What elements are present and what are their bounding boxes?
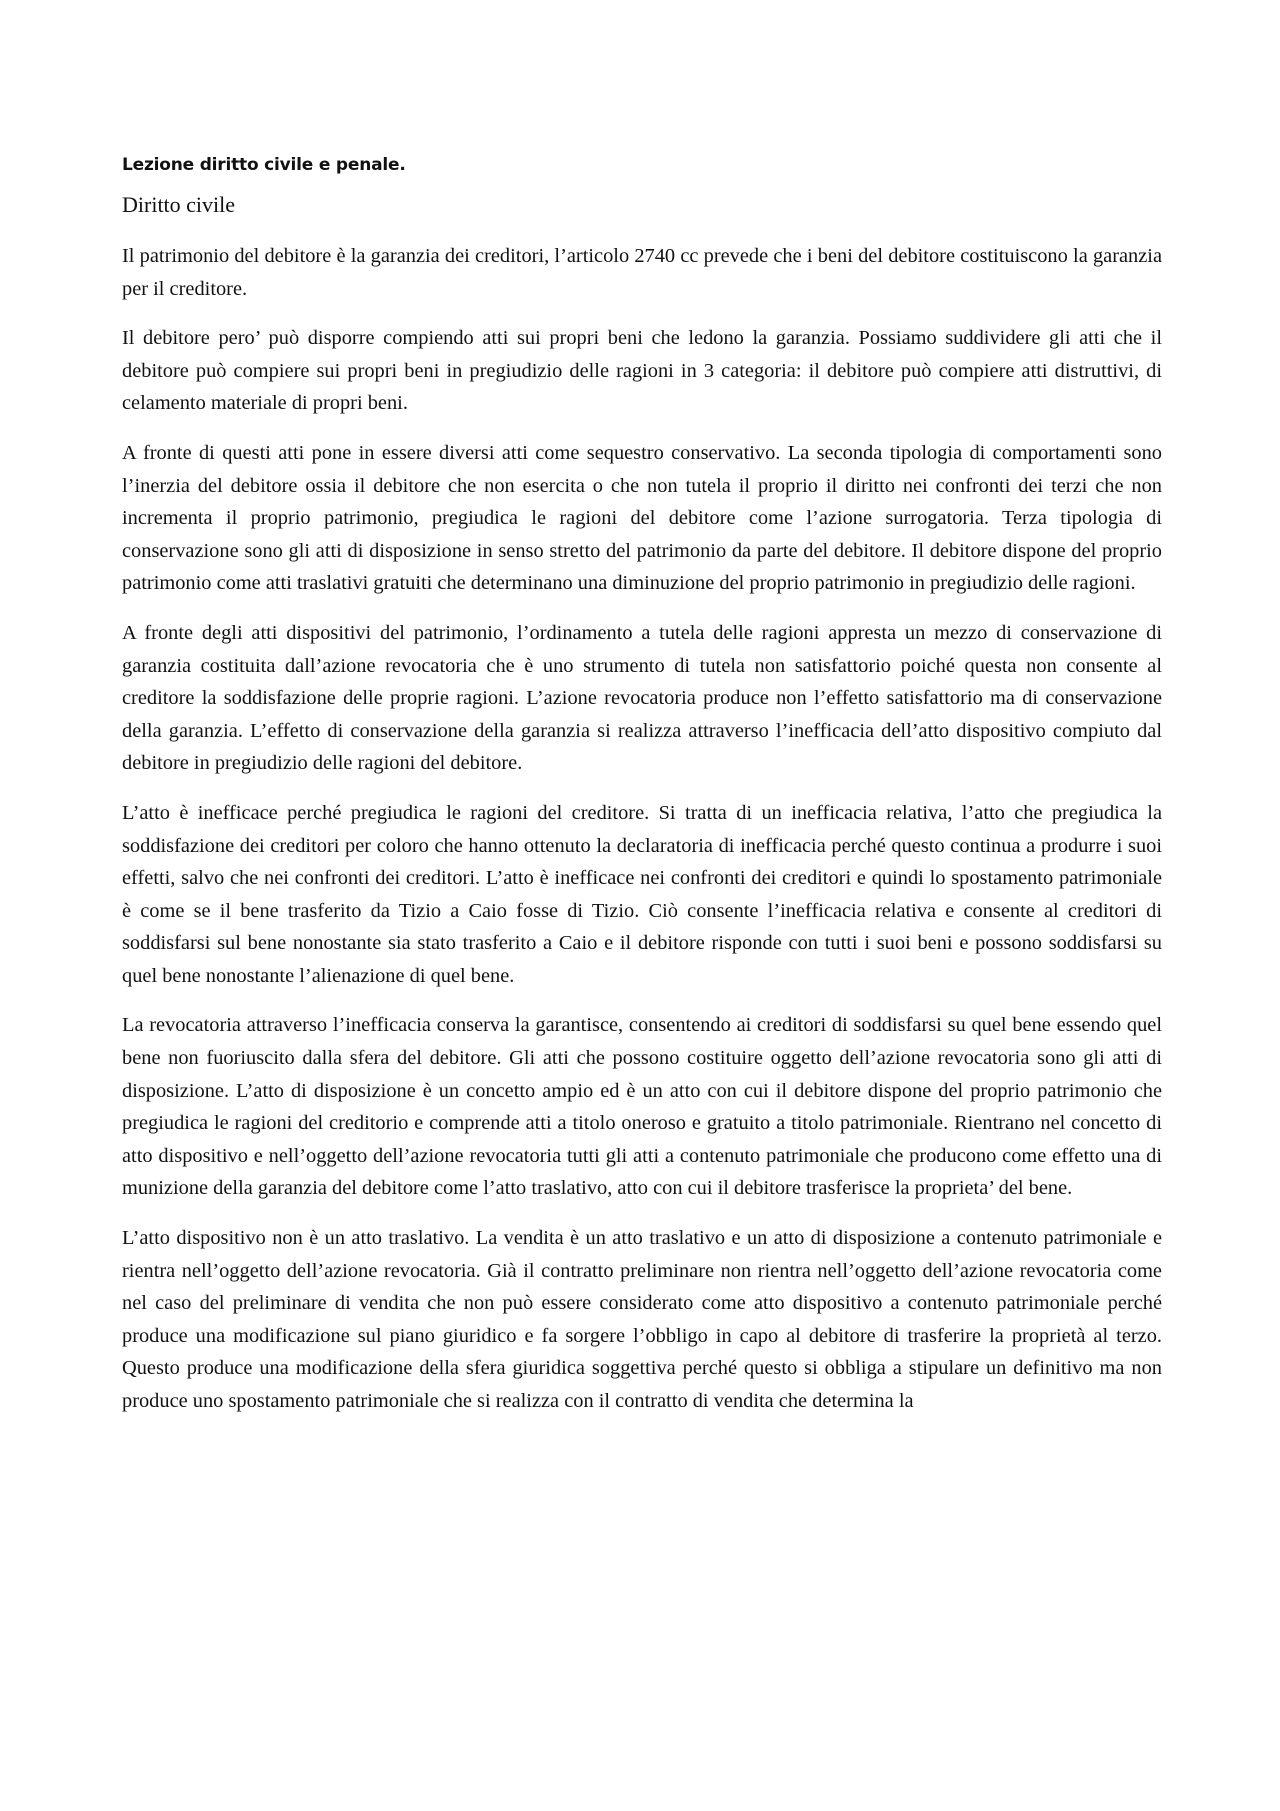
paragraph: Il debitore pero’ può disporre compiendo atti sui propri beni che ledono la garanzia. Possiamo suddividere gli atti che il debitore può compiere sui propri beni in pregiudizio delle ragioni in 3 categoria: il debitore può compiere atti distruttivi, di celamento materiale di propri beni. [122, 327, 1162, 415]
paragraph: A fronte degli atti dispositivi del patrimonio, l’ordinamento a tutela delle ragioni appresta un mezzo di conservazione di garanzia costituita dall’azione revocatoria che è uno strumento di tutela non satisfattorio poiché questa non consente al creditore la soddisfazione delle proprie ragioni. L’azione revocatoria produce non l’effetto satisfattorio ma di conservazione della garanzia. L’effetto di conservazione della garanzia si realizza attraverso l’inefficacia dell’atto dispositivo compiuto dal debitore in pregiudizio delle ragioni del debitore. [122, 621, 1162, 775]
paragraph: A fronte di questi atti pone in essere diversi atti come sequestro conservativo. La seconda tipologia di comportamenti sono l’inerzia del debitore ossia il debitore che non esercita o che non tutela il proprio il diritto nei confronti dei terzi che non incrementa il proprio patrimonio, pregiudica le ragioni del debitore come l’azione surrogatoria. Terza tipologia di conservazione sono gli atti di disposizione in senso stretto del patrimonio da parte del debitore. Il debitore dispone del proprio patrimonio come atti traslativi gratuiti che determinano una diminuzione del proprio patrimonio in pregiudizio delle ragioni. [122, 441, 1162, 595]
paragraph: La revocatoria attraverso l’inefficacia conserva la garantisce, consentendo ai creditori di soddisfarsi su quel bene essendo quel bene non fuoriuscito dalla sfera del debitore. Gli atti che possono costituire oggetto dell’azione revocatoria sono gli atti di disposizione. L’atto di disposizione è un concetto ampio ed è un atto con cui il debitore dispone del proprio patrimonio che pregiudica le ragioni del creditorio e comprende atti a titolo oneroso e gratuito a titolo patrimoniale. Rientrano nel concetto di atto dispositivo e nell’oggetto dell’azione revocatoria tutti gli atti a contenuto patrimoniale che producono come effetto una di munizione della garanzia del debitore come l’atto traslativo, atto con cui il debitore trasferisce la proprieta’ del bene. [122, 1014, 1162, 1200]
document-title: Lezione diritto civile e penale. [122, 155, 406, 175]
paragraph: Il patrimonio del debitore è la garanzia dei creditori, l’articolo 2740 cc prevede che i beni del debitore costituiscono la garanzia per il creditore. [122, 245, 1162, 300]
document-page [122, 152, 1162, 1435]
section-heading: Diritto civile [122, 192, 236, 217]
paragraph: L’atto dispositivo non è un atto traslativo. La vendita è un atto traslativo e un atto di disposizione a contenuto patrimoniale e rientra nell’oggetto dell’azione revocatoria. Già il contratto preliminare non rientra nell’oggetto dell’azione revocatoria come nel caso del preliminare di vendita che non può essere considerato come atto dispositivo a contenuto patrimoniale perché produce una modificazione sul piano giuridico e fa sorgere l’obbligo in capo al debitore di trasferire la proprietà al terzo. Questo produce una modificazione della sfera giuridica soggettiva perché questo si obbliga a stipulare un definitivo ma non produce uno spostamento patrimoniale che si realizza con il contratto di vendita che determina la [122, 1227, 1162, 1412]
paragraph: L’atto è inefficace perché pregiudica le ragioni del creditore. Si tratta di un inefficacia relativa, l’atto che pregiudica la soddisfazione dei creditori per coloro che hanno ottenuto la declaratoria di inefficacia perché questo continua a produrre i suoi effetti, salvo che nei confronti dei creditori. L’atto è inefficace nei confronti dei creditori e quindi lo spostamento patrimoniale è come se il bene trasferito da Tizio a Caio fosse di Tizio. Ciò consente l’inefficacia relativa e consente al creditori di soddisfarsi sul bene nonostante sia stato trasferito a Caio e il debitore risponde con tutti i suoi beni e possono soddisfarsi su quel bene nonostante l’alienazione di quel bene. [122, 801, 1162, 987]
